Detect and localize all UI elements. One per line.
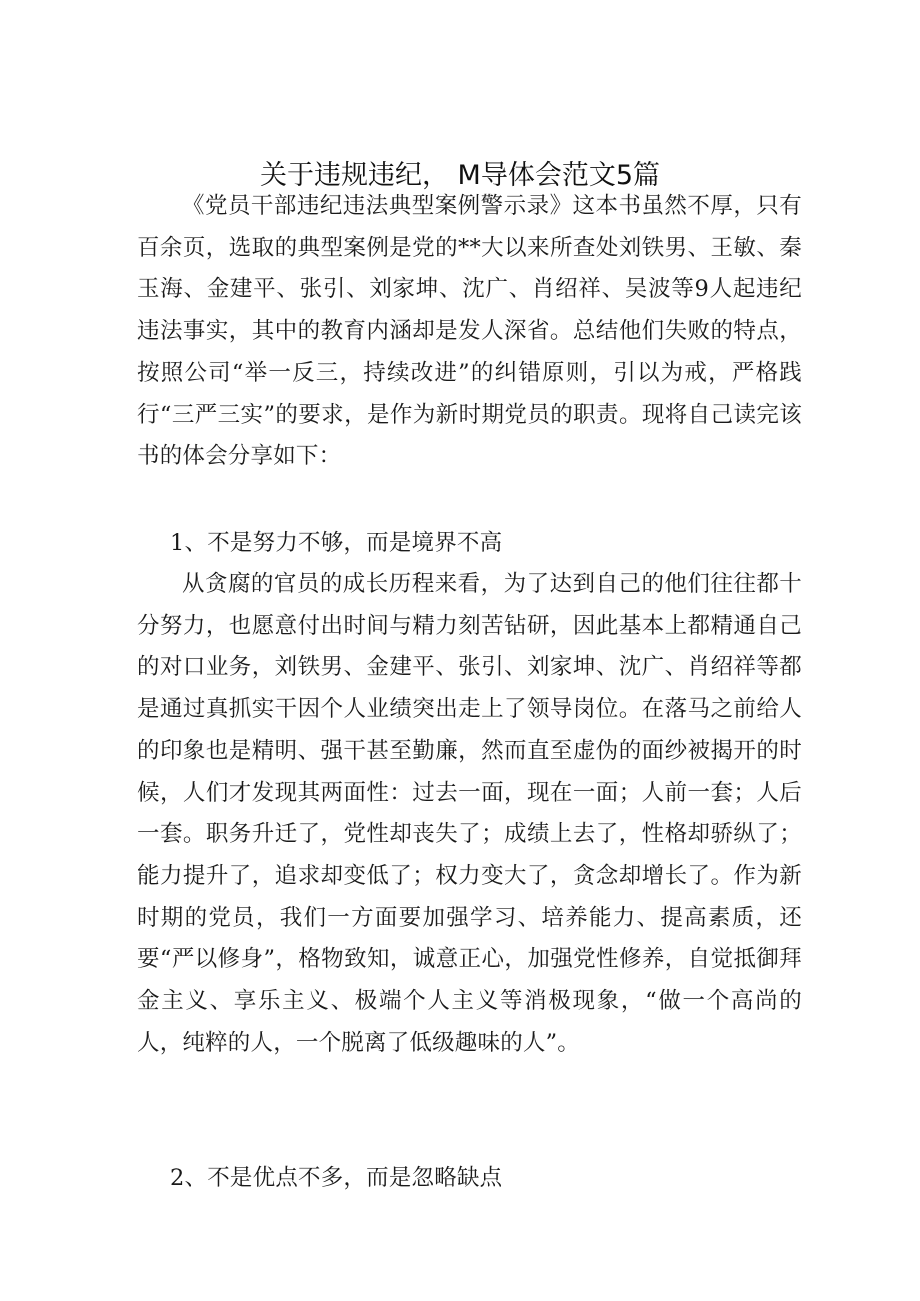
section-1-heading: 1、不是努力不够，而是境界不高 [170,530,503,556]
document-title: 关于违规违纪， M导体会范文5篇 [259,160,661,192]
section-1-paragraph: 从贪腐的官员的成长历程来看，为了达到自己的他们往往都十分努力，也愿意付出时间与精力刻苦钻研，因此基本上都精通自己的对口业务，刘铁男、金建平、张引、刘家坤、沈广、肖绍祥等都是通过真抓实干因个人业绩突出走上了领导岗位。在落马之前给人的印象也是精明、强干甚至勤廉，然而直至虚伪的面纱被揭开的时候，人们才发现其两面性：过去一面，现在一面；人前一套；人后一套。职务升迁了，党性却丧失了；成绩上去了，性格却骄纵了；能力提升了，追求却变低了；权力变大了，贪念却增长了。作为新时期的党员，我们一方面要加强学习、培养能力、提高素质，还要“严以修身”，格物致知，诚意正心，加强党性修养，自觉抵御拜金主义、享乐主义、极端个人主义等消极现象，“做一个高尚的人，纯粹的人，一个脱离了低级趣味的人”。 [137,571,802,1056]
intro-paragraph: 《党员干部违纪违法典型案例警示录》这本书虽然不厚，只有百余页，选取的典型案例是党的**大以来所查处刘铁男、王敏、秦玉海、金建平、张引、刘家坤、沈广、肖绍祥、吴波等9人起违纪违法事实，其中的教育内涵却是发人深省。总结他们失败的特点，按照公司“举一反三，持续改进”的纠错原则，引以为戒，严格践行“三严三实”的要求，是作为新时期党员的职责。现将自己读完该书的体会分享如下： [137,193,802,470]
section-2-heading: 2、不是优点不多，而是忽略缺点 [170,1165,503,1191]
